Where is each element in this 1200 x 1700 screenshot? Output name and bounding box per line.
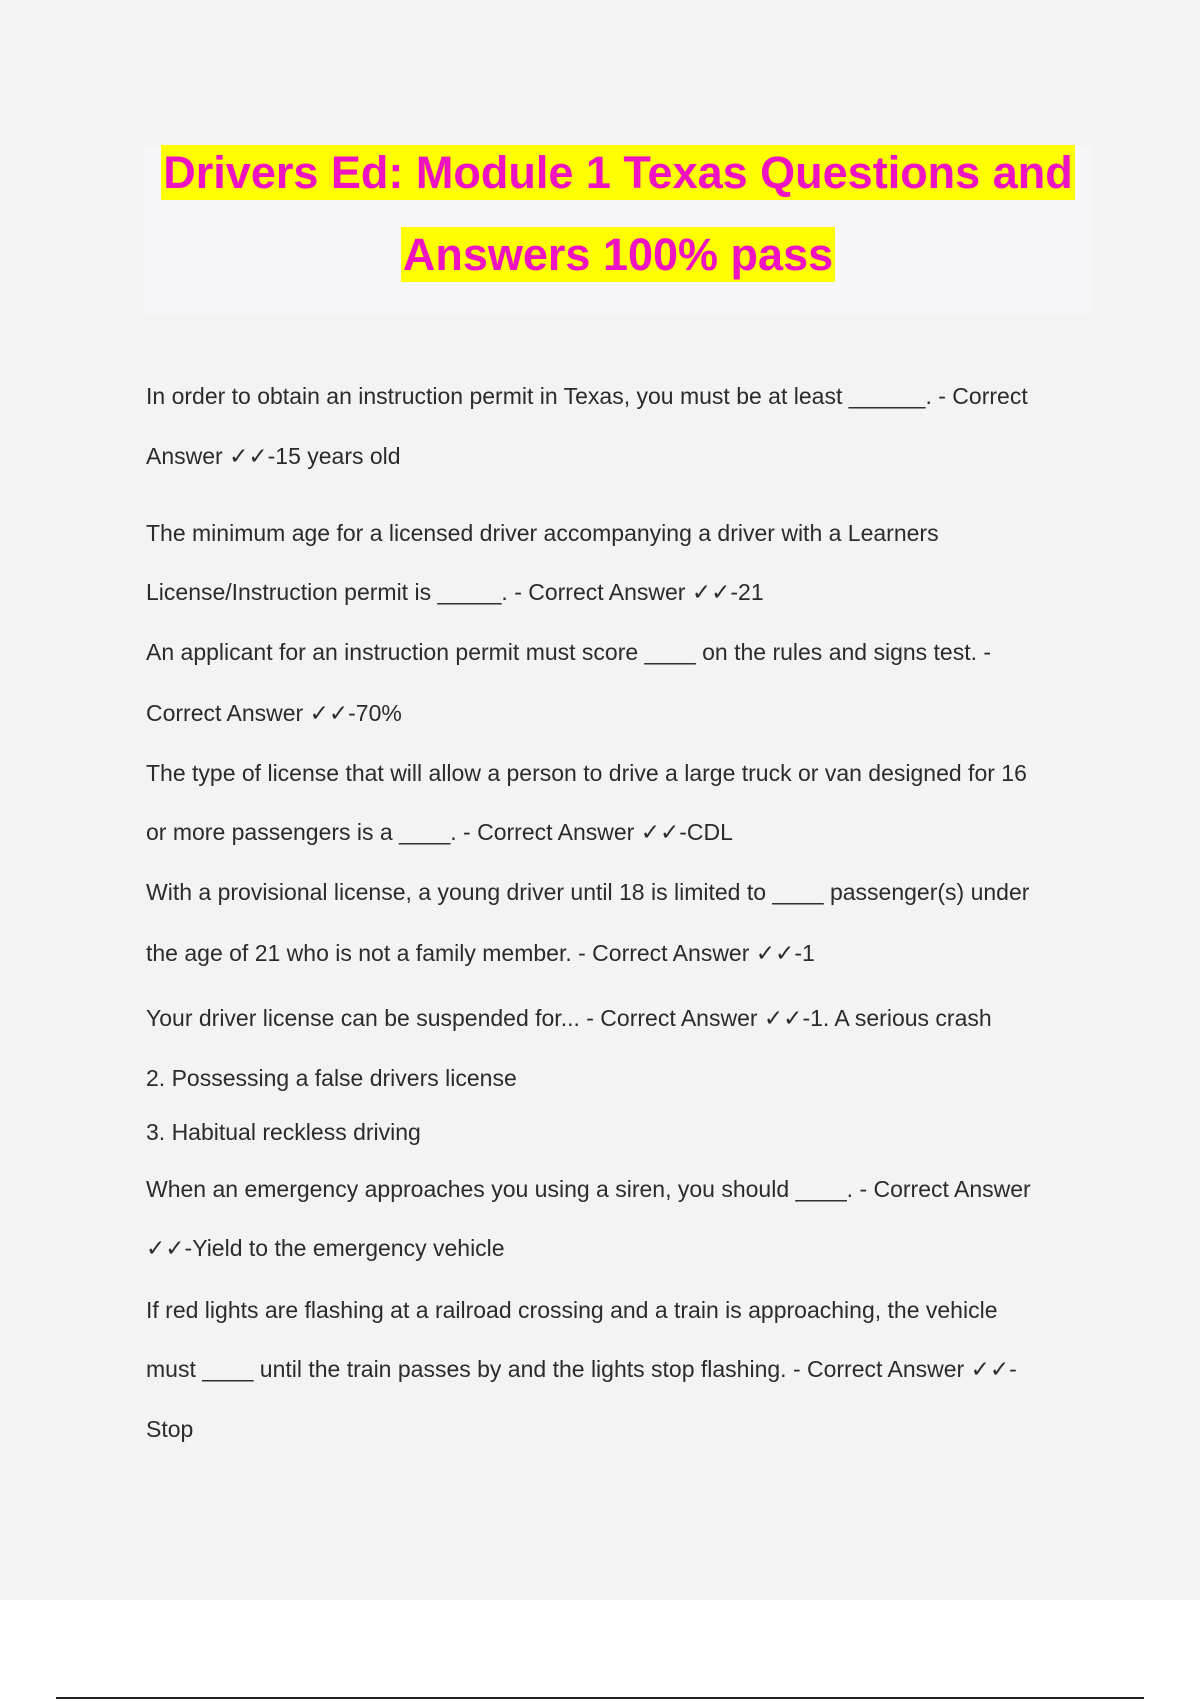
text-line-14: When an emergency approaches you using a siren, you should ____. - Correct Answer [146,1176,1031,1202]
text-line-8: or more passengers is a ____. - Correct Answer ✓✓-CDL [146,819,733,845]
text-line-3: The minimum age for a licensed driver accompanying a driver with a Learners [146,520,939,546]
text-line-16: If red lights are flashing at a railroad crossing and a train is approaching, the vehicle [146,1297,998,1323]
text-line-4: License/Instruction permit is _____. - Correct Answer ✓✓-21 [146,579,764,605]
text-line-18: Stop [146,1416,194,1442]
text-line-5: An applicant for an instruction permit must score ____ on the rules and signs test. - [146,639,992,665]
text-line-12: 2. Possessing a false drivers license [146,1065,517,1091]
text-line-13: 3. Habitual reckless driving [146,1119,421,1145]
text-line-7: The type of license that will allow a person to drive a large truck or van designed for 16 [146,760,1027,786]
text-line-6: Correct Answer ✓✓-70% [146,700,402,726]
text-line-1: In order to obtain an instruction permit in Texas, you must be at least ______. - Correct [146,383,1028,409]
text-line-2: Answer ✓✓-15 years old [146,443,401,469]
text-line-11: Your driver license can be suspended for... - Correct Answer ✓✓-1. A serious crash [146,1005,992,1031]
document-title-line-1: Drivers Ed: Module 1 Texas Questions and [163,147,1073,198]
text-line-9: With a provisional license, a young driver until 18 is limited to ____ passenger(s) under [146,879,1030,905]
text-line-15: ✓✓-Yield to the emergency vehicle [146,1235,505,1261]
footer-divider [56,1697,1144,1699]
text-line-17: must ____ until the train passes by and the lights stop flashing. - Correct Answer ✓✓- [146,1356,1017,1382]
text-line-10: the age of 21 who is not a family member. - Correct Answer ✓✓-1 [146,940,815,966]
title-block [144,145,1092,313]
document-title-line-2: Answers 100% pass [402,229,834,280]
